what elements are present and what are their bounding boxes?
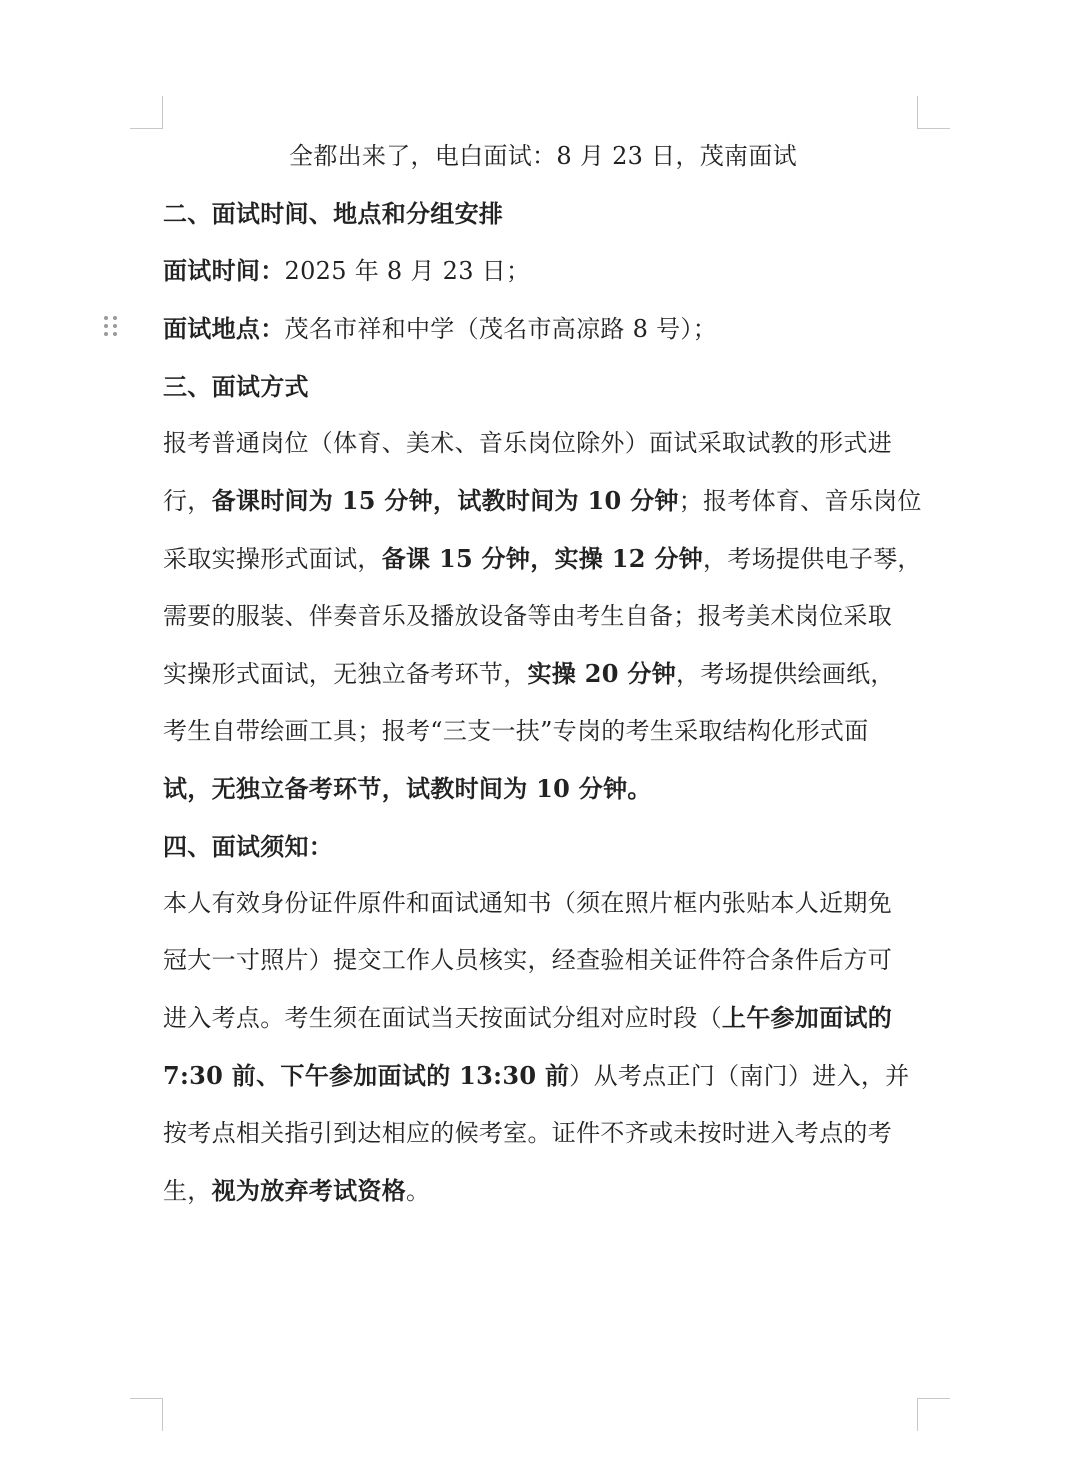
section-4-paragraph [163, 875, 923, 1220]
section-3-paragraph [163, 415, 923, 818]
text-segment: 按考点相关指引到达相应的候考室。证件不齐或未按时进入考点的考 [163, 1119, 892, 1147]
interview-time-label: 面试时间： [163, 256, 285, 285]
paragraph-line [163, 932, 923, 989]
section-3-heading: 三、面试方式 [163, 372, 309, 401]
paragraph-line [163, 472, 923, 530]
crop-mark-bottom-right [917, 1398, 950, 1431]
text-segment: ，考场提供电子琴， [703, 545, 922, 573]
crop-mark-top-left [130, 96, 163, 129]
text-segment: 报考普通岗位（体育、美术、音乐岗位除外）面试采取试教的形式进 [163, 429, 892, 457]
interview-time-value: 2025 年 8 月 23 日； [284, 257, 531, 285]
text-segment: 考生自带绘画工具；报考“三支一扶”专岗的考生采取结构化形式面 [163, 717, 869, 745]
crop-mark-top-right [917, 96, 950, 129]
text-segment-bold: 实操 20 分钟 [527, 659, 677, 688]
text-segment: 本人有效身份证件原件和面试通知书（须在照片框内张贴本人近期免 [163, 889, 892, 917]
text-segment: 冠大一寸照片）提交工作人员核实，经查验相关证件符合条件后方可 [163, 946, 892, 974]
interview-place-line [163, 300, 923, 358]
paragraph-line [163, 703, 923, 760]
paragraph-line [163, 989, 923, 1047]
document-title: 全都出来了，电白面试：8 月 23 日，茂南面试 [289, 142, 797, 170]
interview-place-value: 茂名市祥和中学（茂名市高凉路 8 号）； [284, 315, 718, 343]
text-segment-bold: 上午参加面试的 [721, 1003, 893, 1032]
text-segment-bold: 备课 15 分钟，实操 12 分钟 [381, 544, 704, 573]
text-segment: ）从考点正门（南门）进入，并 [569, 1062, 910, 1090]
text-segment-bold: 备课时间为 15 分钟，试教时间为 10 分钟 [211, 486, 679, 515]
paragraph-line [163, 760, 923, 818]
paragraph-line [163, 645, 923, 703]
interview-place-label: 面试地点： [163, 314, 285, 343]
text-segment: ，考场提供绘画纸， [676, 660, 895, 688]
document-body[interactable] [163, 128, 923, 1220]
text-segment: 生， [163, 1177, 212, 1205]
paragraph-drag-handle-icon[interactable] [104, 316, 120, 336]
paragraph-line [163, 588, 923, 645]
text-segment: 需要的服装、伴奏音乐及播放设备等由考生自备；报考美术岗位采取 [163, 602, 892, 630]
text-segment-bold: 7:30 前、下午参加面试的 13:30 前 [163, 1061, 570, 1090]
paragraph-line [163, 415, 923, 472]
paragraph-line [163, 1105, 923, 1162]
text-segment: 实操形式面试，无独立备考环节， [163, 660, 528, 688]
section-4-heading: 四、面试须知： [163, 832, 334, 861]
text-segment: 采取实操形式面试， [163, 545, 382, 573]
text-segment: 行， [163, 487, 212, 515]
paragraph-line [163, 1162, 923, 1220]
text-segment: ；报考体育、音乐岗位 [678, 487, 922, 515]
paragraph-line [163, 1047, 923, 1105]
text-segment: 进入考点。考生须在面试当天按面试分组对应时段（ [163, 1004, 722, 1032]
section-2-heading: 二、面试时间、地点和分组安排 [163, 199, 504, 228]
text-segment-bold: 试，无独立备考环节，试教时间为 10 分钟。 [163, 774, 652, 803]
crop-mark-bottom-left [130, 1398, 163, 1431]
interview-time-line [163, 242, 923, 300]
text-segment-bold: 视为放弃考试资格 [211, 1176, 407, 1205]
paragraph-line [163, 875, 923, 932]
text-segment: 。 [406, 1177, 431, 1205]
paragraph-line [163, 530, 923, 588]
